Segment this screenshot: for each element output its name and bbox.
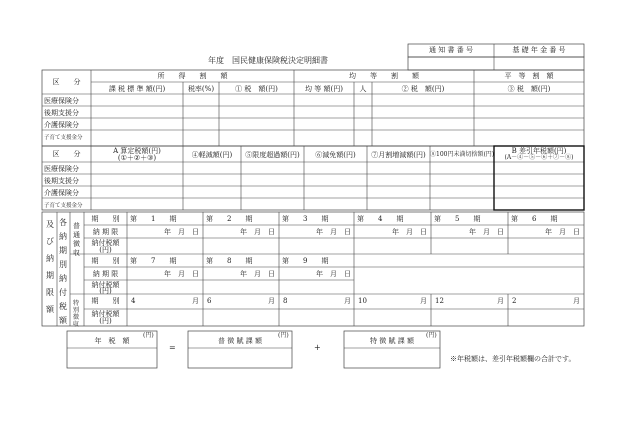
- header-a-line1: A 算定税額(円): [113, 147, 161, 155]
- middle-header: ⑤限度超過額(円): [245, 151, 300, 159]
- ymd-label: 年 月 日: [164, 270, 199, 278]
- ymd-label: 年 月 日: [240, 270, 275, 278]
- form-title: 年度 国民健康保険税決定明細書: [208, 56, 328, 65]
- upper-sub-header: 人: [359, 85, 367, 93]
- month-number: 10: [358, 297, 367, 305]
- kibetsu-label: 期 別: [91, 215, 120, 223]
- kibetsu-label: 期 別: [91, 257, 120, 265]
- ymd-label: 年 月 日: [469, 228, 504, 236]
- upper-sub-header: ② 税 額(円): [401, 85, 445, 93]
- month-number: 8: [283, 297, 288, 305]
- middle-header: ④軽減額(円): [191, 151, 233, 159]
- yen-unit: (円): [426, 332, 437, 339]
- nofu-label-1: 納付税額: [91, 310, 120, 318]
- ymd-label: 年 月 日: [392, 228, 427, 236]
- month-unit: 月: [344, 297, 351, 305]
- term-label: 第 3 期: [282, 215, 329, 223]
- term-label: 第 8 期: [206, 257, 253, 265]
- term-label: 第 9 期: [282, 257, 329, 265]
- month-unit: 月: [497, 297, 504, 305]
- upper-sub-header: 課 税 標 準 額(円): [108, 85, 166, 93]
- upper-row-label: 子育て支援金分: [44, 135, 83, 141]
- yen-unit: (円): [143, 332, 154, 339]
- term-label: 第 6 期: [511, 215, 558, 223]
- header-b-line2: (A－④－⑤－⑥＋⑦－⑧): [504, 154, 574, 161]
- flat-group-header: 平 等 割 額: [504, 72, 554, 80]
- header-b-line1: B 差引年税額(円): [511, 147, 567, 155]
- term-label: 第 5 期: [434, 215, 481, 223]
- futsu-label: 普通徴収: [73, 222, 80, 257]
- upper-row-label: 後期支援分: [44, 109, 79, 117]
- nofu-label-2: (円): [99, 287, 112, 295]
- month-number: 12: [435, 297, 444, 305]
- equal-group-header: 均 等 割 額: [349, 72, 419, 80]
- futsu-amount-label: 普 徴 賦 課 額: [218, 337, 262, 345]
- nokigen-label: 納 期 限: [92, 228, 119, 236]
- month-unit: 月: [192, 297, 199, 305]
- upper-kubun-header: 区 分: [52, 78, 81, 86]
- notice-number-label: 通 知 書 番 号: [429, 46, 473, 54]
- middle-row-label: 子育て支援金分: [44, 203, 83, 209]
- nokigen-label: 納 期 限: [92, 270, 119, 278]
- ymd-label: 年 月 日: [545, 228, 580, 236]
- toku-amount-label: 特 徴 賦 課 額: [370, 337, 414, 345]
- kibetsu-label: 期 別: [91, 297, 120, 305]
- footnote: ※年税額は、差引年税額欄の合計です。: [450, 355, 576, 363]
- upper-sub-header: ① 税 額(円): [235, 85, 278, 93]
- nofu-label-1: 納付税額: [91, 239, 120, 247]
- pension-number-label: 基 礎 年 金 番 号: [512, 46, 566, 54]
- equals-sign: =: [169, 343, 176, 352]
- nofu-label-2: (円): [99, 317, 112, 325]
- yen-unit: (円): [278, 332, 289, 339]
- left-vertical-label-1: 及び納期限額: [46, 220, 54, 314]
- ymd-label: 年 月 日: [316, 270, 351, 278]
- annual-tax-label: 年 税 額: [94, 337, 130, 345]
- upper-sub-header: ③ 税 額(円): [507, 85, 551, 93]
- income-group-header: 所 得 割 額: [157, 72, 228, 80]
- term-label: 第 7 期: [130, 257, 177, 265]
- month-number: 2: [512, 297, 517, 305]
- ymd-label: 年 月 日: [164, 228, 199, 236]
- middle-kubun-header: 区 分: [52, 150, 81, 158]
- month-unit: 月: [573, 297, 580, 305]
- header-a-line2: (①＋②＋③): [117, 154, 157, 162]
- upper-sub-header: 均 等 額(円): [305, 85, 343, 93]
- middle-row-label: 介護保険分: [44, 189, 79, 197]
- ymd-label: 年 月 日: [240, 228, 275, 236]
- month-unit: 月: [268, 297, 275, 305]
- middle-row-label: 後期支援分: [44, 177, 79, 185]
- term-label: 第 1 期: [130, 215, 177, 223]
- tokubetsu-label: 特別徴収: [73, 300, 80, 328]
- upper-row-label: 介護保険分: [44, 121, 79, 129]
- upper-row-label: 医療保険分: [44, 97, 79, 105]
- middle-row-label: 医療保険分: [44, 165, 79, 173]
- middle-header: ⑥減免額(円): [315, 151, 356, 159]
- term-label: 第 2 期: [206, 215, 253, 223]
- ymd-label: 年 月 日: [316, 228, 351, 236]
- month-unit: 月: [420, 297, 427, 305]
- plus-sign: +: [314, 343, 321, 352]
- term-label: 第 4 期: [357, 215, 404, 223]
- month-number: 4: [131, 297, 136, 305]
- left-vertical-label-2: 各納期別納付税額: [59, 218, 67, 325]
- upper-sub-header: 税率(%): [187, 85, 215, 93]
- nofu-label-2: (円): [99, 246, 112, 254]
- middle-header: ⑦月割増減額(円): [371, 151, 426, 159]
- middle-header: ⑧100円未満切捨額(円): [430, 151, 495, 158]
- nofu-label-1: 納付税額: [91, 281, 120, 289]
- month-number: 6: [207, 297, 212, 305]
